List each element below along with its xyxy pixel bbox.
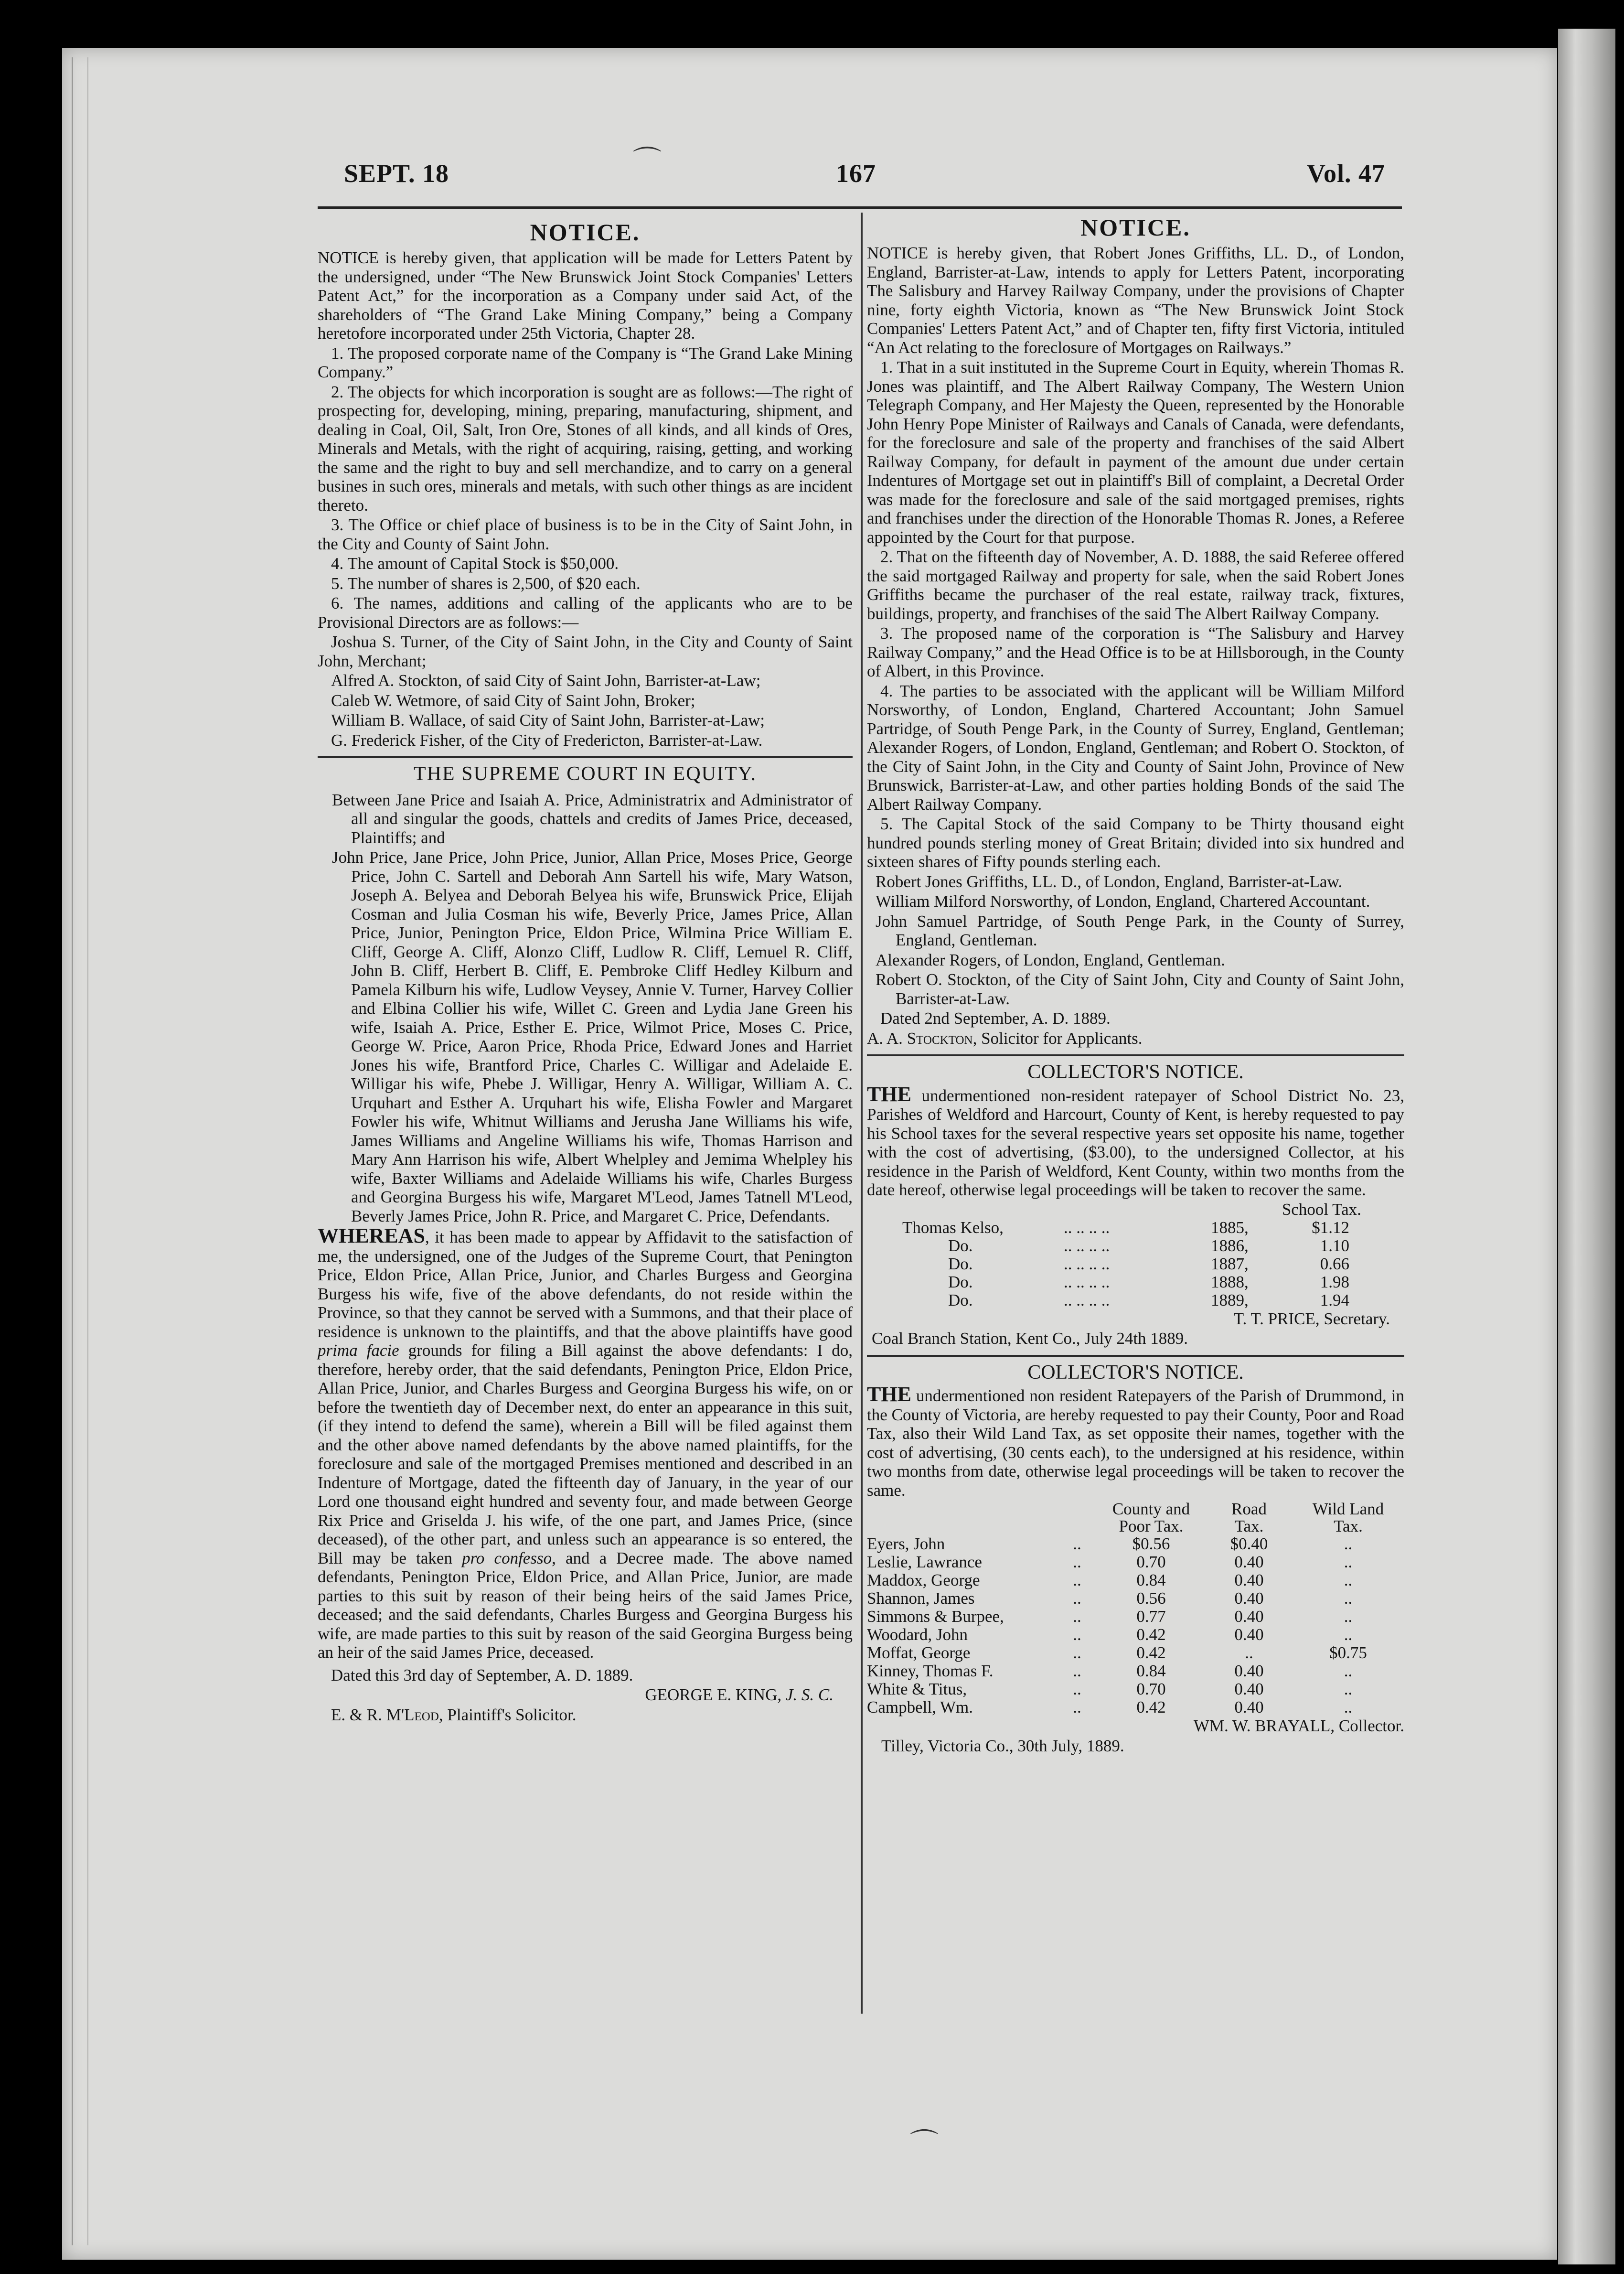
school-tax-table	[900, 1201, 1378, 1309]
ratepayer-name: Shannon, James	[867, 1589, 975, 1608]
column-header: Wild Land	[1312, 1500, 1384, 1518]
page-number: 167	[836, 159, 876, 188]
table-row	[867, 1608, 1404, 1626]
collector-text	[867, 1082, 1404, 1200]
collector-place: Tilley, Victoria Co., 30th July, 1889.	[881, 1736, 1124, 1755]
taxpayer-name: Do.	[948, 1272, 973, 1291]
notice-clause: 2. That on the fifteenth day of November, A. D. 1888, the said Referee offered the said mortgaged Railway and property for sale, when the said Robert Jones Griffiths became the purchaser of the real estate, railway track, fixtures, buildings, property, and franchises of the said The Albert Railway Company.	[867, 547, 1404, 623]
wild-land-tax: ..	[1344, 1553, 1353, 1571]
road-tax: 0.40	[1234, 1589, 1264, 1608]
dot-leader: ..	[1073, 1643, 1081, 1662]
court-solicitor	[318, 1706, 853, 1725]
road-tax: 0.40	[1234, 1607, 1264, 1626]
collector-signature: T. T. PRICE, Secretary.	[1233, 1309, 1390, 1328]
table-row	[867, 1535, 1404, 1553]
wild-land-tax: ..	[1344, 1625, 1353, 1644]
party-entry: Robert Jones Griffiths, LL. D., of London, England, Barrister-at-Law.	[876, 872, 1343, 891]
road-tax: 0.40	[1234, 1662, 1264, 1680]
notice-intro: NOTICE is hereby given, that application will be made for Letters Patent by the undersigned, under “The New Brunswick Joint Stock Companies' Letters Patent Act,” for the incorporation as a Company under said Act, of the shareholders of “The Grand Lake Mining Company,” being a Company heretofore incorporated under 25th Victoria, Chapter 28.	[318, 248, 853, 343]
court-heading: THE SUPREME COURT IN EQUITY.	[413, 763, 757, 785]
notice-clause: 4. The parties to be associated with the applicant will be William Milford Norsworthy, of London, England, Chartered Accountant; John Samuel Partridge, of South Penge Park, in the County of Surrey, England, Gentleman; Alexander Rogers, of London, England, Gentleman; and Robert O. Stockton, of the City of Saint John, in the City and County of Saint John, Province of New Brunswick, Barrister-at-Law, and other parties holding Bonds of the said The Albert Railway Company.	[867, 681, 1404, 814]
ratepayer-name: Simmons & Burpee,	[867, 1607, 1004, 1626]
road-tax: 0.40	[1234, 1680, 1264, 1698]
dot-leader: .. .. .. ..	[1064, 1290, 1110, 1309]
wild-land-tax: ..	[1344, 1662, 1353, 1680]
dot-leader: ..	[1073, 1607, 1081, 1626]
table-row	[867, 1571, 1404, 1589]
wild-land-tax: ..	[1344, 1698, 1353, 1716]
party-entry: Robert O. Stockton, of the City of Saint John, City and County of Saint John, Barrister-at-Law.	[876, 970, 1404, 1008]
table-header-row	[867, 1501, 1404, 1518]
director-entry: Alfred A. Stockton, of said City of Saint John, Barrister-at-Law;	[331, 671, 761, 690]
dot-leader: ..	[1073, 1589, 1081, 1608]
director-entry: Joshua S. Turner, of the City of Saint John, in the City and County of Saint John, Merchant;	[318, 633, 853, 670]
party-entry: William Milford Norsworthy, of London, England, Chartered Accountant.	[876, 892, 1370, 911]
binding-edge	[72, 57, 88, 2245]
tax-amount: 1.94	[1320, 1290, 1349, 1309]
dot-leader: ..	[1073, 1534, 1081, 1553]
column-header: County and	[1112, 1500, 1190, 1518]
taxpayer-name: Thomas Kelso,	[902, 1218, 1004, 1237]
dot-leader: ..	[1073, 1698, 1081, 1716]
column-header: Tax.	[1334, 1517, 1363, 1535]
solicitor-role: Solicitor for Applicants.	[981, 1029, 1143, 1048]
left-column	[318, 215, 853, 1725]
wild-land-tax: ..	[1344, 1571, 1353, 1589]
county-poor-tax: 0.70	[1136, 1680, 1166, 1698]
table-row	[867, 1644, 1404, 1662]
collector-heading: COLLECTOR'S NOTICE.	[1027, 1361, 1244, 1384]
dot-leader: .. .. .. ..	[1064, 1272, 1110, 1291]
tax-year: 1885,	[1211, 1218, 1249, 1237]
solicitor-role: Plaintiff's Solicitor.	[447, 1705, 577, 1724]
collector-first-word: THE	[867, 1082, 911, 1106]
order-italic: prima facie	[318, 1341, 399, 1360]
order-italic: pro confesso	[462, 1548, 552, 1567]
wild-land-tax: ..	[1344, 1680, 1353, 1698]
table-row	[867, 1680, 1404, 1698]
wild-land-tax: ..	[1344, 1589, 1353, 1608]
county-poor-tax: 0.56	[1136, 1589, 1166, 1608]
county-poor-tax: 0.70	[1136, 1553, 1166, 1571]
dot-leader: .. .. .. ..	[1064, 1254, 1110, 1273]
taxpayer-name: Do.	[948, 1290, 973, 1309]
notice-clause: 2. The objects for which incorporation is sought are as follows:—The right of prospecting for, developing, mining, preparing, manufacturing, shipment, and dealing in Coal, Oil, Salt, Iron Ore, Stones of all kinds, and all kinds of Ores, Minerals and Metals, with the right of acquiring, raising, getting, and working the same and the right to buy and sell merchandize, and to carry on a general busines in such ores, minerals and metals, with such other things as are incident thereto.	[318, 382, 853, 515]
notice-heading: NOTICE.	[1080, 214, 1191, 241]
county-poor-tax: 0.42	[1136, 1643, 1166, 1662]
notice-clause: 1. That in a suit instituted in the Supreme Court in Equity, wherein Thomas R. Jones was plaintiff, and The Albert Railway Company, The Western Union Telegraph Company, and Her Majesty the Queen, represented by the Honorable John Henry Pope Minister of Railways and Canals of Canada, were defendants, for the foreclosure and sale of the property and franchises of the said Albert Railway Company, for default in payment of the amount due under certain Indentures of Mortgage set out in plaintiff's Bill of complaint, a Decretal Order was made for the foreclosure and sale of the said mortgaged premises, rights and franchises under the direction of the Honorable Thomas R. Jones, a Referee appointed by the Court for that purpose.	[867, 358, 1404, 547]
road-tax: ..	[1245, 1643, 1253, 1662]
ink-mark: ⌒	[910, 2128, 939, 2160]
section-rule	[867, 1054, 1404, 1056]
collector-body: undermentioned non-resident ratepayer of School District No. 23, Parishes of Weldford and Harcourt, County of Kent, is hereby requested to pay his School taxes for the several respective years set opposite his name, together with the cost of advertising, ($3.00), to the undersigned Collector, at his residence in the Parish of Weldford, Kent County, within two months from the date hereof, otherwise legal proceedings will be taken to recover the same.	[867, 1086, 1404, 1199]
ratepayer-name: Moffat, George	[867, 1643, 971, 1662]
dot-leader: .. .. .. ..	[1064, 1218, 1110, 1237]
dot-leader: ..	[1073, 1680, 1081, 1698]
court-dated: Dated this 3rd day of September, A. D. 1889.	[331, 1665, 633, 1684]
tax-amount: 1.98	[1320, 1272, 1349, 1291]
table-row	[867, 1698, 1404, 1716]
notice-clause: 5. The Capital Stock of the said Company to be Thirty thousand eight hundred pounds sterling money of Great Britain; divided into six hundred and sixteen shares of Fifty pounds sterling each.	[867, 815, 1404, 871]
ratepayer-name: Eyers, John	[867, 1534, 945, 1553]
order-text: , it has been made to appear by Affidavit to the satisfaction of me, the undersigned, one of the Judges of the Supreme Court, that Penington Price, Eldon Price, Allan Price, Junior, and Charles Burgess and Georgina Burgess his wife, five of the above defendants, do not reside within the Province, so that they cannot be served with a Summons, and that their place of residence is unknown to the plaintiffs, and that the above plaintiffs have good	[318, 1228, 853, 1341]
taxpayer-name: Do.	[948, 1254, 973, 1273]
wild-land-tax: ..	[1344, 1607, 1353, 1626]
table-row	[900, 1273, 1378, 1291]
collector-place: Coal Branch Station, Kent Co., July 24th 1889.	[872, 1329, 1188, 1348]
column-header: Road	[1231, 1500, 1267, 1518]
table-header-row	[867, 1518, 1404, 1535]
tax-year: 1888,	[1211, 1272, 1249, 1291]
table-header-row	[900, 1201, 1378, 1219]
parish-tax-table	[867, 1501, 1404, 1716]
dot-leader: ..	[1073, 1625, 1081, 1644]
ratepayer-name: Woodard, John	[867, 1625, 968, 1644]
notice-clause: 5. The number of shares is 2,500, of $20 each.	[331, 574, 641, 593]
judge-signature	[318, 1685, 853, 1705]
column-header: School Tax.	[1282, 1200, 1361, 1219]
table-row	[900, 1237, 1378, 1255]
collector-body: undermentioned non resident Ratepayers of the Parish of Drummond, in the County of Victoria, are hereby requested to pay their County, Poor and Road Tax, also their Wild Land Tax, as set opposite their names, together with the cost of advertising, (30 cents each), to the undersigned at his residence, within two months from date, otherwise legal proceedings will be taken to recover the same.	[867, 1386, 1404, 1500]
table-row	[867, 1626, 1404, 1644]
notice-clause: 3. The Office or chief place of business is to be in the City of Saint John, in the City and County of Saint John.	[318, 515, 853, 553]
notice-clause: 1. The proposed corporate name of the Company is “The Grand Lake Mining Company.”	[318, 343, 853, 381]
judge-title: J. S. C.	[785, 1685, 833, 1704]
tax-amount: 0.66	[1320, 1254, 1349, 1273]
table-row	[867, 1553, 1404, 1571]
wild-land-tax: $0.75	[1329, 1643, 1367, 1662]
collector-first-word: THE	[867, 1383, 911, 1406]
section-rule	[867, 1355, 1404, 1357]
road-tax: 0.40	[1234, 1625, 1264, 1644]
order-text: , and a Decree made. The above named defendants, Penington Price, Eldon Price, and Allan Price, Junior, are made parties to this suit by reason of their being heirs of the said James Price, deceased; and the said defendants, Charles Burgess and Georgina Burgess his wife, are made parties to this suit by reason of the said Georgina Burgess being an heir of the said James Price, deceased.	[318, 1548, 853, 1662]
dot-leader: ..	[1073, 1553, 1081, 1571]
taxpayer-name: Do.	[948, 1236, 973, 1255]
tax-amount: $1.12	[1312, 1218, 1349, 1237]
road-tax: 0.40	[1234, 1553, 1264, 1571]
whereas-word: WHEREAS	[318, 1224, 425, 1247]
table-row	[867, 1662, 1404, 1680]
director-entry: William B. Wallace, of said City of Saint John, Barrister-at-Law;	[331, 711, 765, 729]
notice-solicitor	[867, 1029, 1404, 1048]
solicitor-name: E. & R. M'Leod,	[331, 1705, 443, 1724]
court-order	[318, 1226, 853, 1662]
court-defendants: John Price, Jane Price, John Price, Junior, Allan Price, Moses Price, George Price, John C. Sartell and Deborah Ann Sartell his wife, Mary Watson, Joseph A. Belyea and Deborah Belyea his wife, Brunswick Price, Elijah Cosman and Julia Cosman his wife, Beverly Price, James Price, Allan Price, Junior, Penington Price, Eldon Price, Wilmina Price William E. Cliff, George A. Cliff, Alonzo Cliff, Ludlow R. Cliff, Lemuel R. Cliff, John B. Cliff, Herbert B. Cliff, E. Pembroke Cliff Hedley Kilburn and Pamela Kilburn his wife, Ludlow Veysey, Annie V. Turner, Harvey Collier and Elbina Collier his wife, Willet C. Green and Lydia Jane Green his wife, Isaiah A. Price, Esther E. Price, Wilmot Price, Moses C. Price, George W. Price, Aaron Price, Rhoda Price, Edward Jones and Harriet Jones his wife, Brantford Price, Charles C. Willigar and Adelaide E. Willigar his wife, Phebe J. Willigar, Henry A. Willigar, William A. C. Urquhart and Esther A. Urquhart his wife, Elisha Fowler and Margaret Fowler his wife, Whitnut Williams and Jerusha Jane Williams his wife, James Williams and Angeline Williams his wife, Thomas Harrison and Mary Ann Harrison his wife, Albert Whelpley and Jemima Whelpley his wife, Baxter Williams and Adelaide Williams his wife, Charles Burgess and Georgina Burgess his wife, Margaret M'Leod, James Tatnell M'Leod, Beverly James Price, John R. Price, and Margaret C. Price, Defendants.	[332, 848, 853, 1225]
ratepayer-name: Leslie, Lawrance	[867, 1553, 982, 1571]
county-poor-tax: $0.56	[1132, 1534, 1170, 1553]
ratepayer-name: Campbell, Wm.	[867, 1698, 973, 1716]
director-entry: G. Frederick Fisher, of the City of Fredericton, Barrister-at-Law.	[331, 730, 763, 750]
judge-name: GEORGE E. KING,	[645, 1685, 782, 1704]
column-header: Tax.	[1234, 1517, 1264, 1535]
dot-leader: .. .. .. ..	[1064, 1236, 1110, 1255]
table-row	[900, 1291, 1378, 1309]
wild-land-tax: ..	[1344, 1534, 1353, 1553]
right-column	[867, 210, 1404, 1756]
county-poor-tax: 0.84	[1136, 1571, 1166, 1589]
table-row	[900, 1255, 1378, 1273]
dot-leader: ..	[1073, 1662, 1081, 1680]
notice-clause: 3. The proposed name of the corporation is “The Salisbury and Harvey Railway Company,” and the Head Office is to be at Hillsborough, in the County of Albert, in this Province.	[867, 624, 1404, 680]
notice-clause: 6. The names, additions and calling of the applicants who are to be Provisional Directors are as follows:—	[318, 594, 853, 632]
county-poor-tax: 0.84	[1136, 1662, 1166, 1680]
notice-heading: NOTICE.	[530, 219, 641, 246]
notice-intro: NOTICE is hereby given, that Robert Jones Griffiths, LL. D., of London, England, Barrister-at-Law, intends to apply for Letters Patent, incorporating The Salisbury and Harvey Railway Company, under the provisions of Chapter nine, forty eighth Victoria, known as “The New Brunswick Joint Stock Companies' Letters Patent Act,” and of Chapter ten, fifty first Victoria, intituled “An Act relating to the foreclosure of Mortgages on Railways.”	[867, 244, 1404, 357]
ratepayer-name: Kinney, Thomas F.	[867, 1662, 994, 1680]
page-edge	[1558, 29, 1615, 2264]
party-entry: Alexander Rogers, of London, England, Gentleman.	[876, 950, 1225, 969]
county-poor-tax: 0.42	[1136, 1625, 1166, 1644]
column-header: Poor Tax.	[1119, 1517, 1184, 1535]
notice-clause: 4. The amount of Capital Stock is $50,000.	[331, 554, 619, 573]
notice-dated: Dated 2nd September, A. D. 1889.	[880, 1009, 1111, 1028]
road-tax: $0.40	[1230, 1534, 1268, 1553]
county-poor-tax: 0.77	[1136, 1607, 1166, 1626]
road-tax: 0.40	[1234, 1698, 1264, 1716]
director-entry: Caleb W. Wetmore, of said City of Saint John, Broker;	[331, 691, 695, 710]
county-poor-tax: 0.42	[1136, 1698, 1166, 1716]
tax-year: 1886,	[1211, 1236, 1249, 1255]
collector-signature: WM. W. BRAYALL, Collector.	[1193, 1716, 1404, 1735]
court-between: Between Jane Price and Isaiah A. Price, Administratrix and Administrator of all and singular the goods, chattels and credits of James Price, deceased, Plaintiffs; and	[332, 790, 853, 847]
header-rule	[318, 206, 1402, 209]
ratepayer-name: White & Titus,	[867, 1680, 967, 1698]
page-header	[344, 159, 1385, 187]
party-entry: John Samuel Partridge, of South Penge Park, in the County of Surrey, England, Gentleman.	[876, 912, 1404, 949]
tax-amount: 1.10	[1320, 1236, 1349, 1255]
ratepayer-name: Maddox, George	[867, 1571, 980, 1589]
volume-label: Vol. 47	[1306, 159, 1385, 188]
tax-year: 1889,	[1211, 1290, 1249, 1309]
road-tax: 0.40	[1234, 1571, 1264, 1589]
collector-text	[867, 1385, 1404, 1500]
solicitor-name: A. A. Stockton,	[867, 1029, 977, 1048]
section-rule	[318, 756, 853, 758]
order-text: grounds for filing a Bill against the above defendants: I do, therefore, hereby order, that the said defendants, Penington Price, Eldon Price, Allan Price, Junior, and Charles Burgess and Georgina Burgess his wife, on or before the twentieth day of December next, do enter an appearance in this suit, (if they intend to defend the same), wherein a Bill will be filed against them and the other above named defendants by the above named plaintiffs, for the foreclosure and sale of the mortgaged Premises mentioned and described in an Indenture of Mortgage, dated the fifteenth day of January, in the year of our Lord one thousand eight hundred and seventy four, and made between George Rix Price and Griselda J. his wife, of the one part, and James Price, (since deceased), of the other part, and unless such an appearance is so entered, the Bill may be taken	[318, 1341, 853, 1567]
column-rule	[861, 213, 863, 2014]
dot-leader: ..	[1073, 1571, 1081, 1589]
collector-heading: COLLECTOR'S NOTICE.	[1027, 1061, 1244, 1083]
header-date: SEPT. 18	[344, 159, 449, 188]
tax-year: 1887,	[1211, 1254, 1249, 1273]
ink-mark: ⌒	[633, 146, 662, 177]
table-row	[900, 1219, 1378, 1237]
table-row	[867, 1589, 1404, 1608]
